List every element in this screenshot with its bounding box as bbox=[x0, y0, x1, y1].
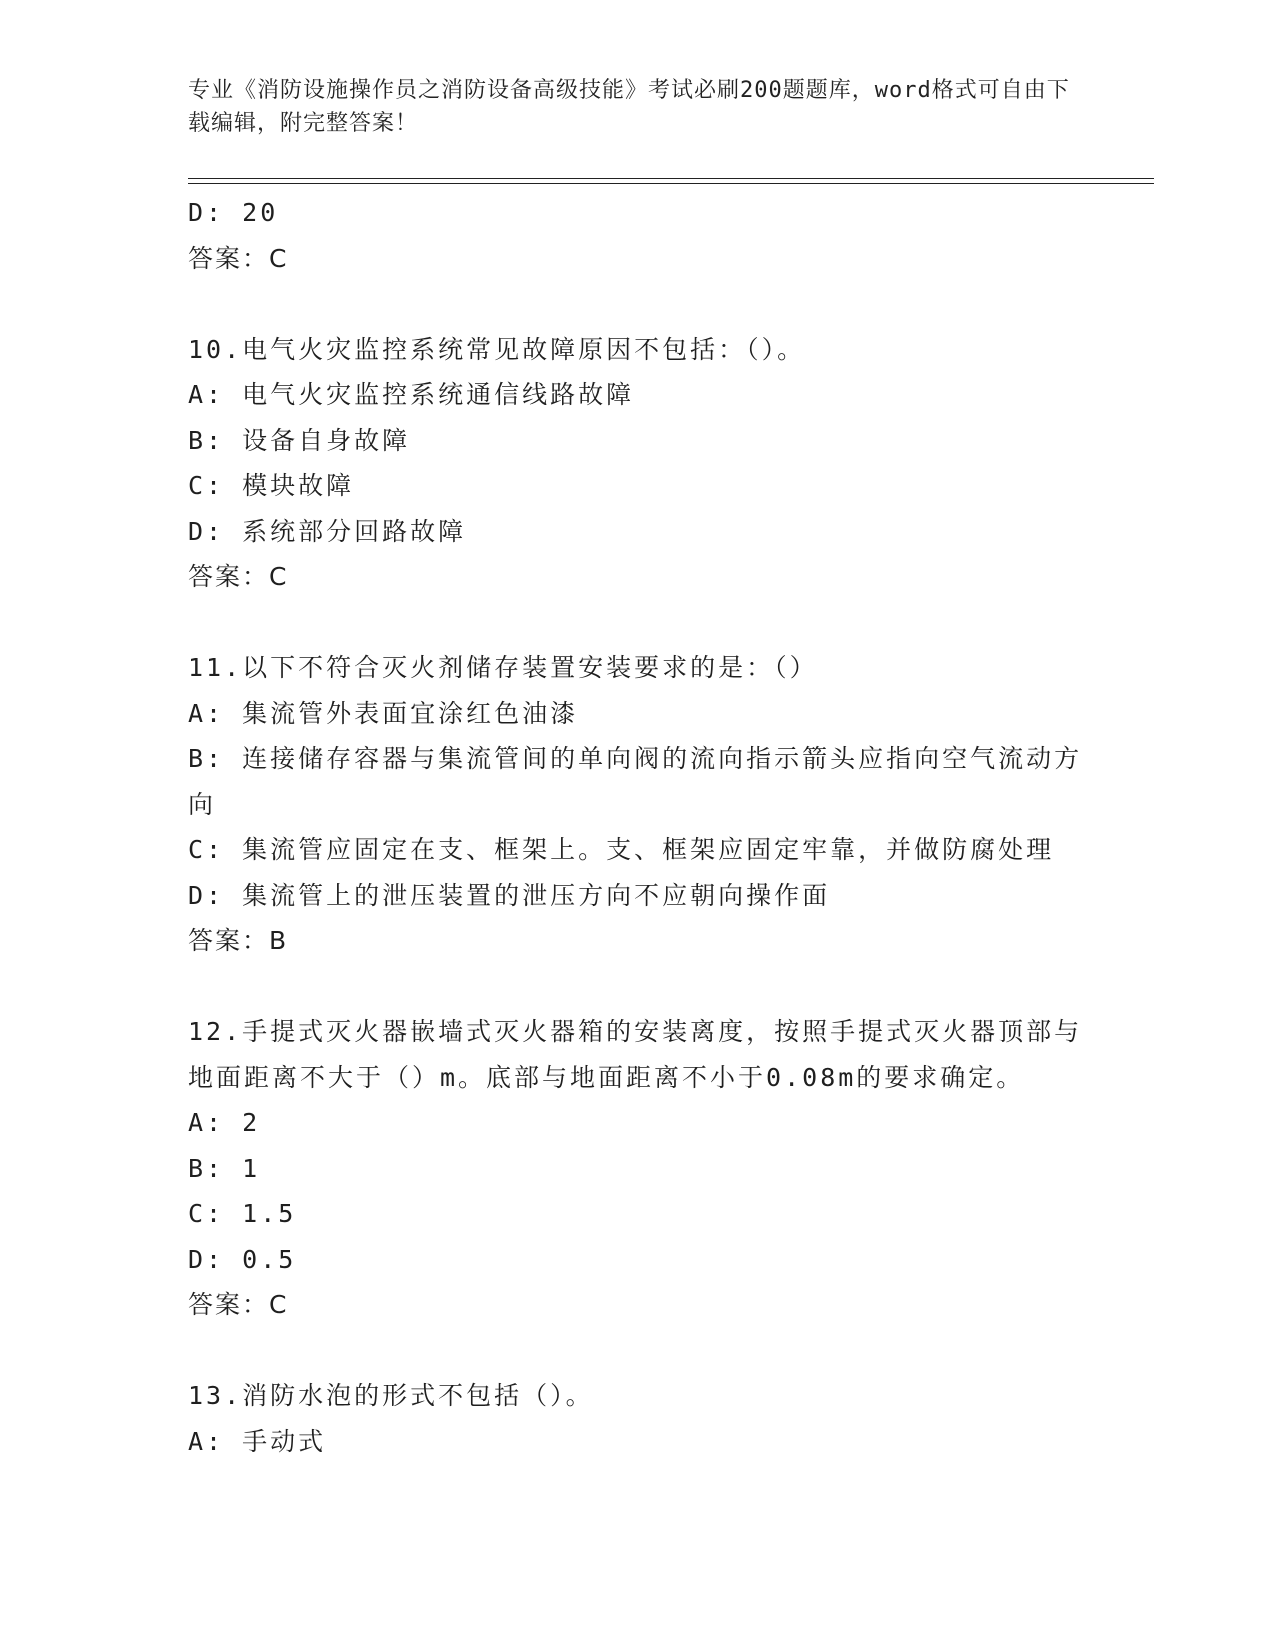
option-text: 0.5 bbox=[242, 1244, 297, 1274]
answer-line: 答案：C bbox=[188, 243, 289, 273]
option-label: C: bbox=[188, 1199, 243, 1228]
option-row bbox=[188, 372, 1088, 418]
option-label: D: bbox=[188, 880, 243, 910]
option-row bbox=[188, 1146, 1088, 1192]
option-row bbox=[188, 1100, 1088, 1146]
question-stem: 13.消防水泡的形式不包括（）。 bbox=[188, 1381, 594, 1410]
question-spacer bbox=[188, 964, 1088, 1010]
option-label: C: bbox=[188, 471, 243, 500]
option-row bbox=[188, 463, 1088, 509]
answer-line: 答案：B bbox=[188, 926, 289, 955]
question-spacer bbox=[188, 281, 1088, 327]
option-row bbox=[188, 1237, 1088, 1283]
option-row bbox=[188, 691, 1088, 737]
question-spacer bbox=[188, 1328, 1088, 1374]
option-text: 集流管应固定在支、框架上。支、框架应固定牢靠，并做防腐处理 bbox=[242, 835, 1055, 864]
option-label: B: bbox=[188, 425, 243, 455]
option-label: D: bbox=[188, 1244, 243, 1274]
option-row bbox=[188, 190, 1088, 236]
question-block bbox=[188, 327, 1088, 600]
option-text: 设备自身故障 bbox=[242, 425, 411, 455]
option-text: 电气火灾监控系统通信线路故障 bbox=[242, 380, 635, 409]
option-label: A: bbox=[188, 1108, 243, 1137]
option-label: B: bbox=[188, 1153, 243, 1183]
option-row bbox=[188, 827, 1088, 873]
option-text: 1 bbox=[242, 1153, 261, 1183]
option-row bbox=[188, 1191, 1088, 1237]
option-label: A: bbox=[188, 698, 243, 728]
option-text: 手动式 bbox=[242, 1426, 327, 1456]
option-text: 1.5 bbox=[242, 1199, 297, 1228]
question-stem: 11.以下不符合灭火剂储存装置安装要求的是：（） bbox=[188, 653, 818, 682]
header-text: 专业《消防设施操作员之消防设备高级技能》考试必刷200题题库，word格式可自由下载编辑，附完整答案！ bbox=[188, 78, 1070, 136]
option-text: 模块故障 bbox=[242, 471, 355, 500]
question-list bbox=[188, 190, 1088, 1464]
option-label: B: bbox=[188, 744, 243, 773]
option-text: 集流管上的泄压装置的泄压方向不应朝向操作面 bbox=[242, 880, 831, 910]
option-row bbox=[188, 509, 1088, 555]
option-text: 连接储存容器与集流管间的单向阀的流向指示箭头应指向空气流动方向 bbox=[188, 744, 1083, 819]
question-block bbox=[188, 645, 1088, 964]
option-text: 20 bbox=[242, 198, 279, 227]
option-row bbox=[188, 1419, 1088, 1465]
answer-line: 答案：C bbox=[188, 562, 289, 591]
document-header bbox=[188, 74, 1088, 140]
option-row bbox=[188, 873, 1088, 919]
option-text: 2 bbox=[242, 1108, 261, 1137]
question-stem: 10.电气火灾监控系统常见故障原因不包括：（）。 bbox=[188, 334, 806, 364]
option-label: A: bbox=[188, 1426, 243, 1456]
option-label: D: bbox=[188, 198, 243, 227]
option-text: 系统部分回路故障 bbox=[242, 516, 467, 546]
question-block bbox=[188, 190, 1088, 281]
option-label: D: bbox=[188, 516, 243, 546]
header-divider-top bbox=[188, 178, 1154, 179]
option-row bbox=[188, 736, 1088, 827]
answer-line: 答案：C bbox=[188, 1290, 289, 1319]
question-block bbox=[188, 1373, 1088, 1464]
question-spacer bbox=[188, 600, 1088, 646]
option-label: C: bbox=[188, 835, 243, 864]
option-label: A: bbox=[188, 380, 243, 409]
option-row bbox=[188, 418, 1088, 464]
question-block bbox=[188, 1009, 1088, 1328]
question-stem: 12.手提式灭火器嵌墙式灭火器箱的安装离度，按照手提式灭火器顶部与地面距离不大于（）m。底部与地面距离不小于0.08m的要求确定。 bbox=[188, 1017, 1083, 1092]
header-divider-bottom bbox=[188, 183, 1154, 184]
option-text: 集流管外表面宜涂红色油漆 bbox=[242, 698, 579, 728]
